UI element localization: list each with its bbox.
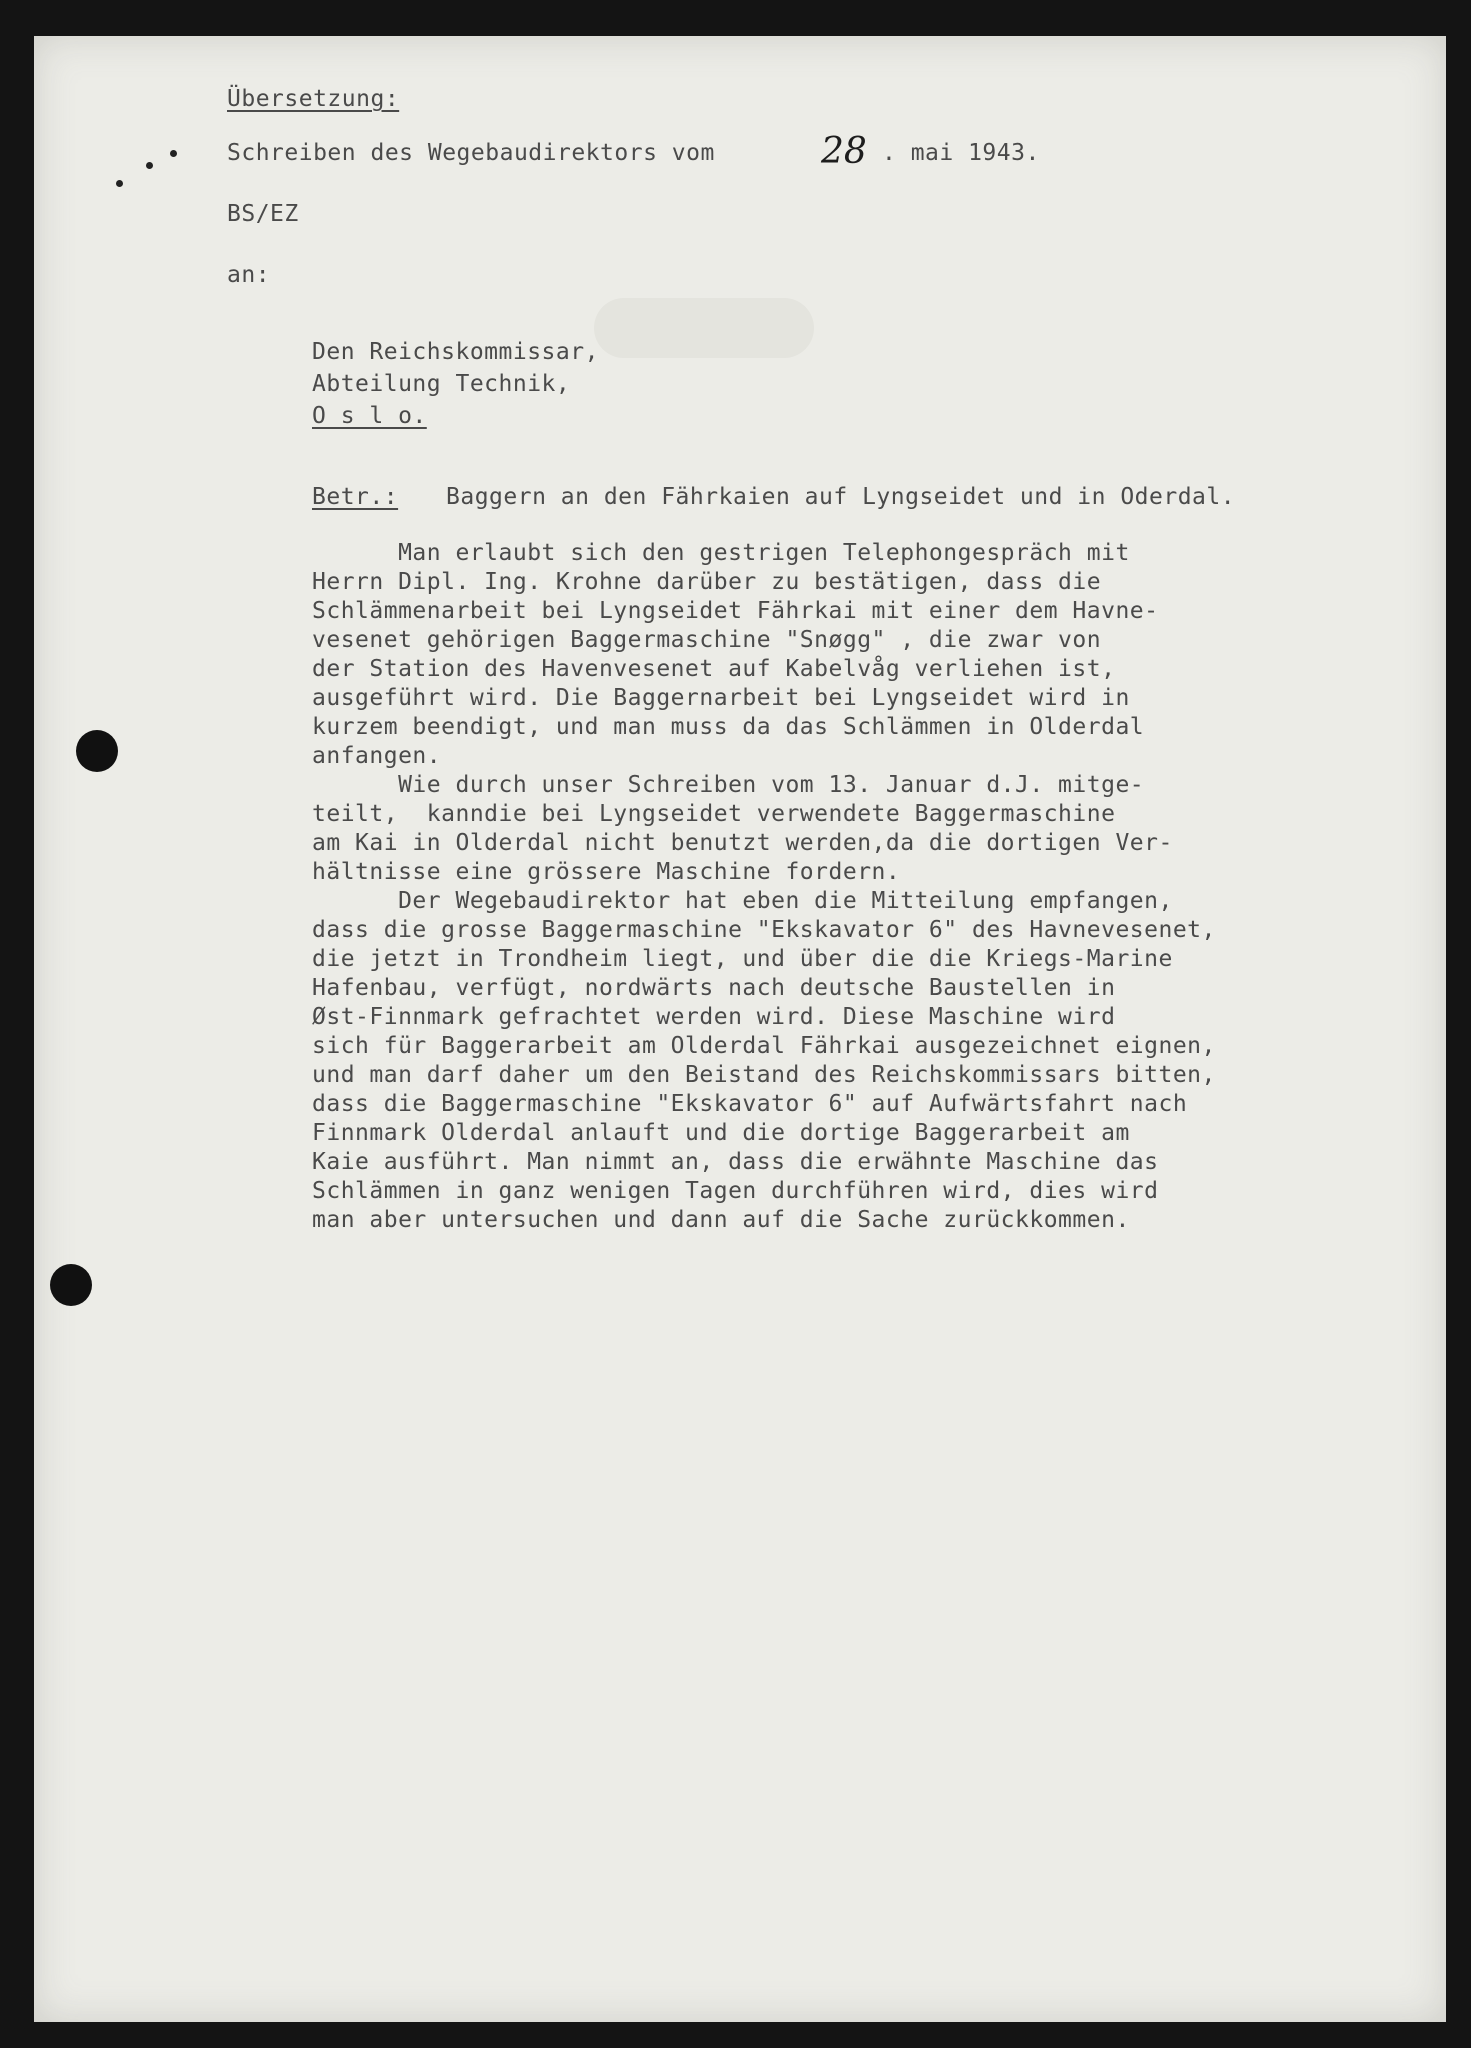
body-line: Der Wegebaudirektor hat eben die Mitteilung empfangen,: [312, 888, 1173, 914]
body-line: Schlämmen in ganz wenigen Tagen durchführen wird, dies wird: [312, 1178, 1159, 1204]
document-heading: Übersetzung:: [227, 86, 400, 112]
betr-text: Baggern an den Fährkaien auf Lyngseidet und in Oderdal.: [446, 484, 1236, 510]
show-through-stamp: [594, 298, 814, 358]
subject-date-rest: . mai 1943.: [882, 140, 1040, 166]
recipient-line: Den Reichskommissar,: [312, 339, 599, 365]
body-line: Finnmark Olderdal anlauft und die dortige Baggerarbeit am: [312, 1120, 1130, 1146]
body-line: und man darf daher um den Beistand des Reichskommissars bitten,: [312, 1062, 1216, 1088]
body-line: am Kai in Olderdal nicht benutzt werden,da die dortigen Ver-: [312, 830, 1173, 856]
body-line: anfangen.: [312, 743, 442, 769]
punch-hole-top: [76, 730, 118, 772]
body-line: vesenet gehörigen Baggermaschine "Snøgg" , die zwar von: [312, 627, 1102, 653]
body-line: man aber untersuchen und dann auf die Sache zurückkommen.: [312, 1207, 1130, 1233]
reference-code: BS/EZ: [227, 201, 299, 227]
handwritten-date: 28: [821, 131, 867, 172]
body-line: Herrn Dipl. Ing. Krohne darüber zu bestätigen, dass die: [312, 569, 1102, 595]
body-line: Wie durch unser Schreiben vom 13. Januar d.J. mitge-: [312, 772, 1145, 798]
body-line: die jetzt in Trondheim liegt, und über die die Kriegs-Marine: [312, 946, 1173, 972]
body-line: dass die Baggermaschine "Ekskavator 6" auf Aufwärtsfahrt nach: [312, 1091, 1188, 1117]
subject-text: Schreiben des Wegebaudirektors vom: [227, 140, 715, 166]
body-line: Hafenbau, verfügt, nordwärts nach deutsche Baustellen in: [312, 975, 1116, 1001]
ink-mark: [146, 162, 153, 169]
document-page: [34, 36, 1446, 2022]
betr-label: Betr.:: [312, 484, 399, 510]
body-line: hältnisse eine grössere Maschine fordern.: [312, 859, 901, 885]
body-line: Kaie ausführt. Man nimmt an, dass die erwähnte Maschine das: [312, 1149, 1159, 1175]
body-line: Man erlaubt sich den gestrigen Telephongespräch mit: [312, 540, 1130, 566]
body-line: ausgeführt wird. Die Baggernarbeit bei Lyngseidet wird in: [312, 685, 1130, 711]
ink-mark: [170, 150, 177, 157]
body-line: der Station des Havenvesenet auf Kabelvåg verliehen ist,: [312, 656, 1116, 682]
body-line: Schlämmenarbeit bei Lyngseidet Fährkai mit einer dem Havne-: [312, 598, 1159, 624]
to-label: an:: [227, 262, 271, 288]
recipient-line: O s l o.: [312, 403, 427, 429]
recipient-line: Abteilung Technik,: [312, 371, 571, 397]
body-line: Øst-Finnmark gefrachtet werden wird. Diese Maschine wird: [312, 1004, 1116, 1030]
punch-hole-bottom: [50, 1264, 92, 1306]
body-line: dass die grosse Baggermaschine "Ekskavator 6" des Havnevesenet,: [312, 917, 1216, 943]
body-line: teilt, kanndie bei Lyngseidet verwendete Baggermaschine: [312, 801, 1116, 827]
body-line: kurzem beendigt, und man muss da das Schlämmen in Olderdal: [312, 714, 1145, 740]
subject-line: [227, 142, 715, 165]
ink-mark: [116, 180, 123, 187]
body-line: sich für Baggerarbeit am Olderdal Fährkai ausgezeichnet eignen,: [312, 1033, 1216, 1059]
